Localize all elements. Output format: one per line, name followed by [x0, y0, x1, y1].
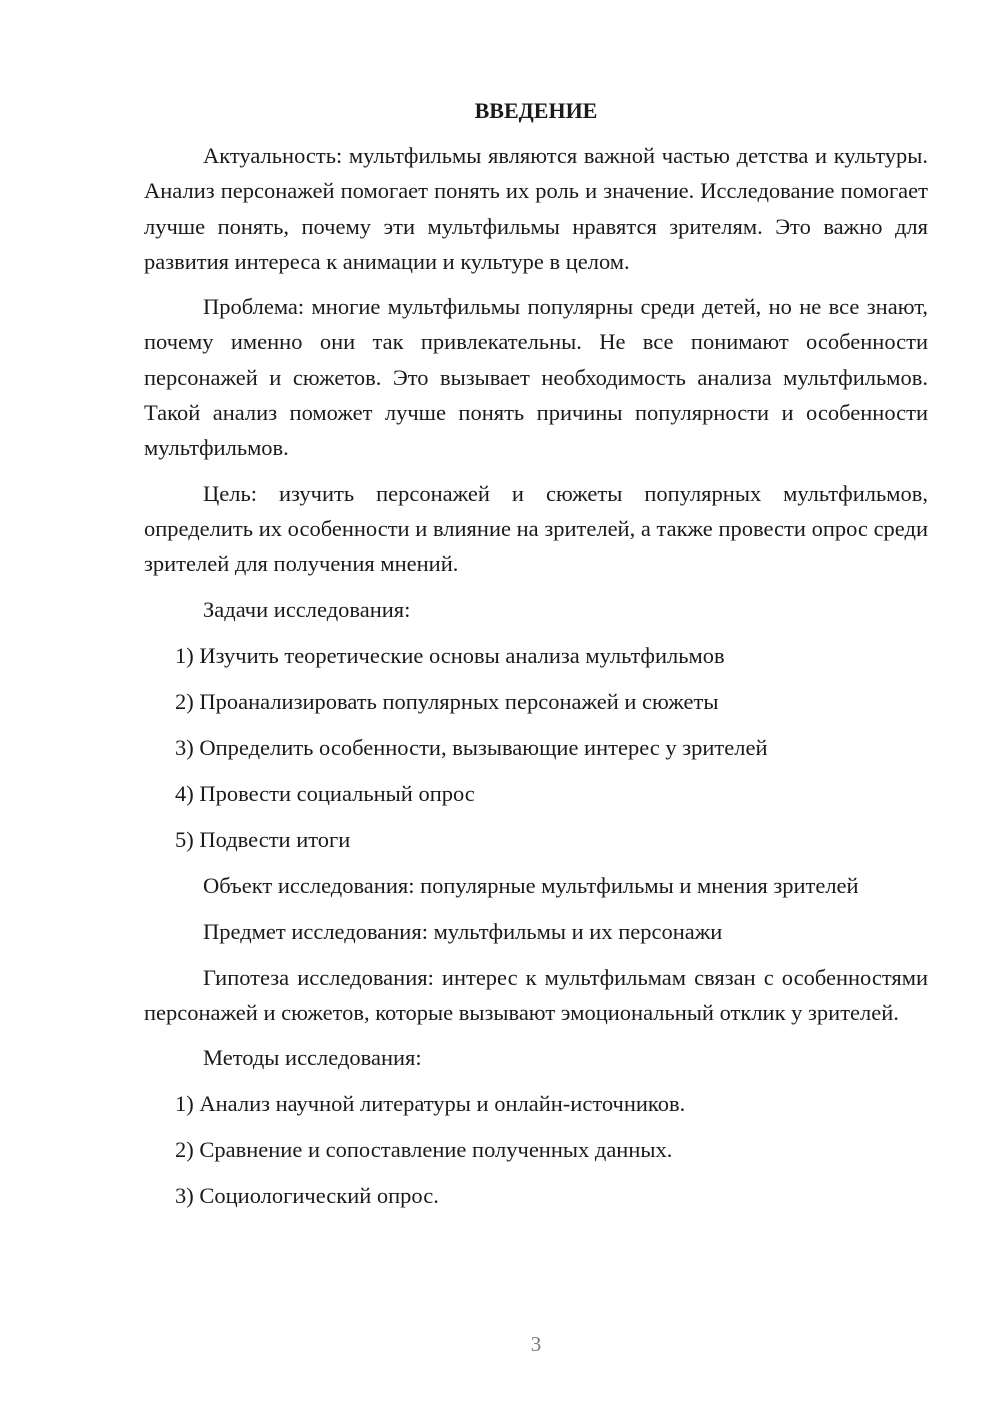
hypothesis-paragraph: Гипотеза исследования: интерес к мультфильмам связан с особенностями персонажей и сюжетов, которые вызывают эмоциональный отклик у зрителей. — [144, 964, 928, 1025]
method-item-3: 3) Социологический опрос. — [175, 1183, 439, 1209]
method-item-2: 2) Сравнение и сопоставление полученных данных. — [175, 1137, 673, 1163]
task-item-5: 5) Подвести итоги — [175, 826, 351, 852]
methods-heading: Методы исследования: — [203, 1045, 422, 1071]
research-subject: Предмет исследования: мультфильмы и их персонажи — [203, 918, 723, 944]
task-item-4: 4) Провести социальный опрос — [175, 780, 475, 806]
section-title: ВВЕДЕНИЕ — [474, 98, 598, 123]
task-item-2: 2) Проанализировать популярных персонажей и сюжеты — [175, 688, 719, 714]
task-item-1: 1) Изучить теоретические основы анализа мультфильмов — [175, 642, 725, 668]
page-content — [144, 96, 928, 1224]
problem-paragraph: Проблема: многие мультфильмы популярны среди детей, но не все знают, почему именно они так привлекательны. Не все понимают особенности персонажей и сюжетов. Это вызывает необходимость анализа мультфильмов. Такой анализ поможет лучше понять причины популярности и особенности мультфильмов. — [144, 294, 928, 461]
page-number: 3 — [530, 1332, 542, 1356]
tasks-heading: Задачи исследования: — [203, 596, 411, 622]
goal-paragraph: Цель: изучить персонажей и сюжеты популярных мультфильмов, определить их особенности и влияние на зрителей, а также провести опрос среди зрителей для получения мнений. — [144, 480, 928, 577]
relevance-paragraph: Актуальность: мультфильмы являются важной частью детства и культуры. Анализ персонажей помогает понять их роль и значение. Исследование помогает лучше понять, почему эти мультфильмы нравятся зрителям. Это важно для развития интереса к анимации и культуре в целом. — [144, 143, 928, 274]
task-item-3: 3) Определить особенности, вызывающие интерес у зрителей — [175, 734, 768, 760]
research-object: Объект исследования: популярные мультфильмы и мнения зрителей — [203, 872, 859, 898]
method-item-1: 1) Анализ научной литературы и онлайн-источников. — [175, 1091, 686, 1117]
